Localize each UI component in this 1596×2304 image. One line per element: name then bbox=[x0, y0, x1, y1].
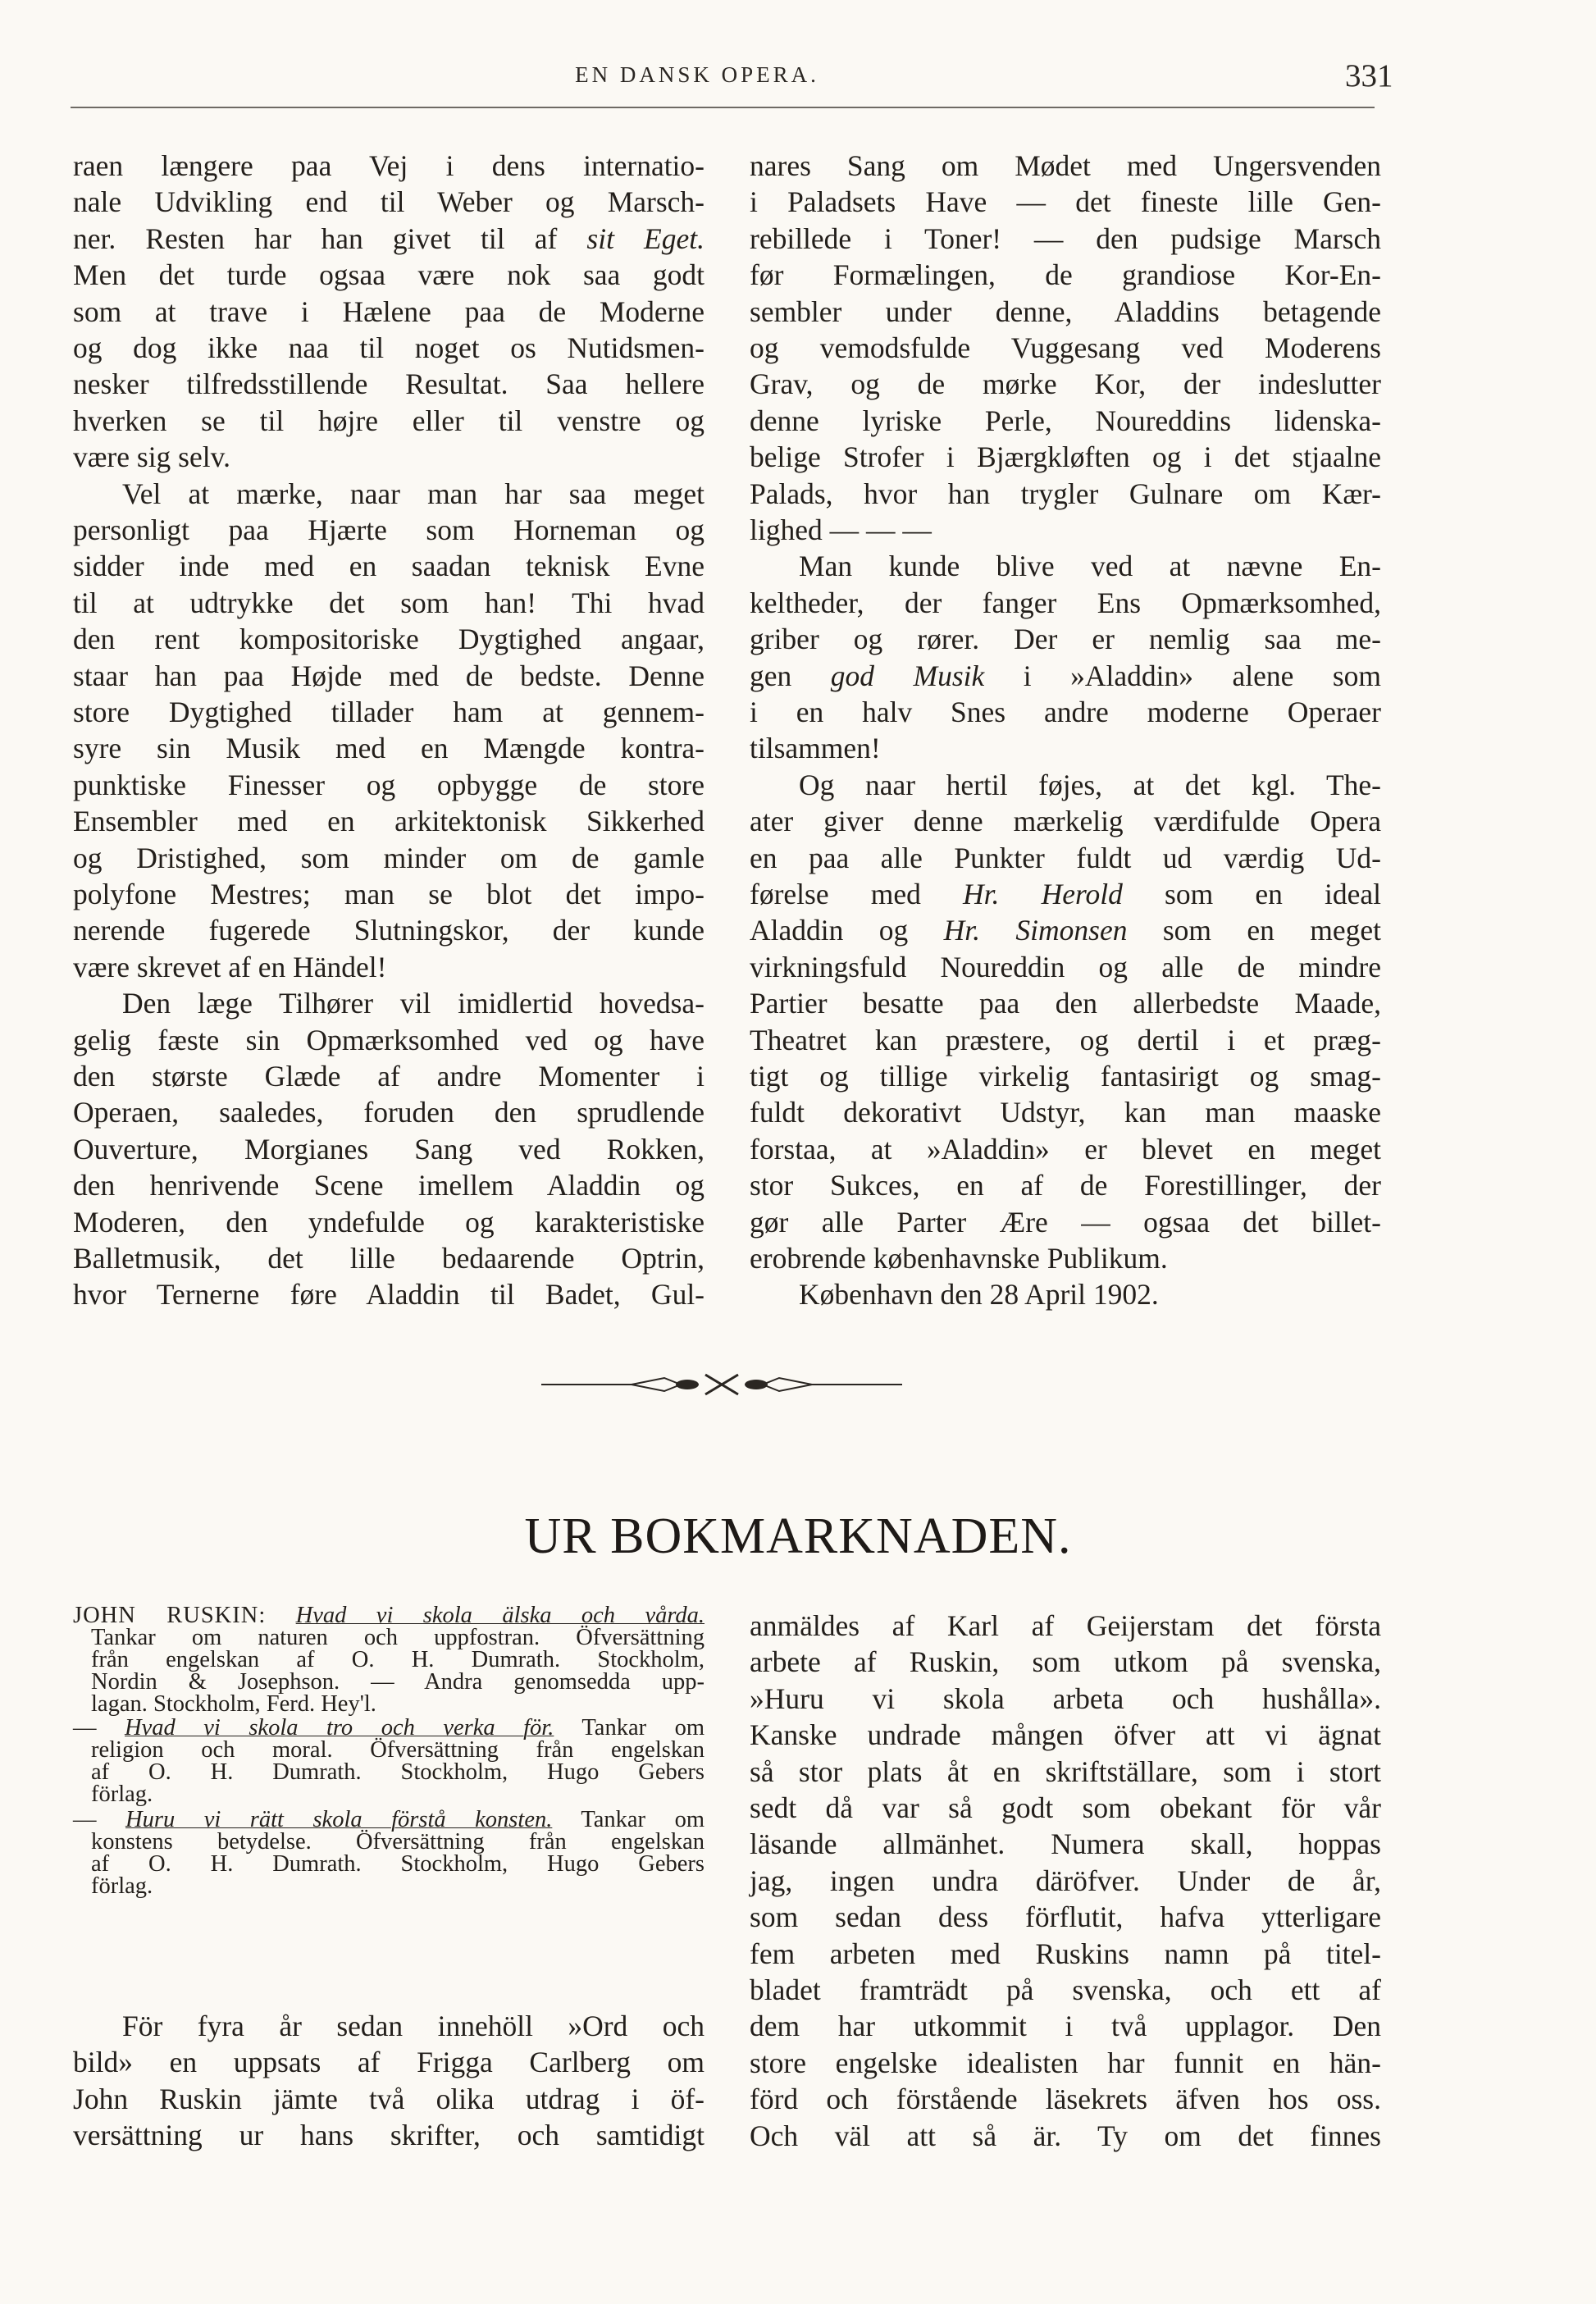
text-line: Grav, og de mørke Kor, der indeslutter bbox=[750, 367, 1381, 401]
bib-line: konstens betydelse. Öfversättning från engelskan bbox=[91, 1829, 705, 1855]
text-line: »Huru vi skola arbeta och hushålla». bbox=[750, 1681, 1381, 1715]
text-line: Operaen, saaledes, foruden den sprudlende bbox=[73, 1096, 705, 1129]
text-line: nesker tilfredsstillende Resultat. Saa hellere bbox=[73, 367, 705, 401]
text-line: stor Sukces, en af de Forestillinger, der bbox=[750, 1169, 1381, 1202]
text-line: som sedan dess förflutit, hafva ytterligare bbox=[750, 1900, 1381, 1934]
text-line: nerende fugerede Slutningskor, der kunde bbox=[73, 914, 705, 947]
text-fragment: ner. Resten har han givet til af bbox=[73, 221, 558, 255]
text-line: Den læge Tilhører vil imidlertid hovedsa- bbox=[122, 987, 705, 1020]
text-line: til at udtrykke det som han! Thi hvad bbox=[73, 586, 705, 619]
text-line: en paa alle Punkter fuldt ud værdig Ud- bbox=[750, 841, 1381, 874]
text-line: belige Strofer i Bjærgkløften og i det stjaalne bbox=[750, 440, 1381, 474]
text-line: nares Sang om Mødet med Ungersvenden bbox=[750, 149, 1381, 182]
text-line: som at trave i Hælene paa de Moderne bbox=[73, 294, 705, 328]
text-line: sidder inde med en saadan teknisk Evne bbox=[73, 550, 705, 583]
text-line: og Dristighed, som minder om de gamle bbox=[73, 841, 705, 874]
text-line: jag, ingen undra däröfver. Under de år, bbox=[750, 1864, 1381, 1897]
text-line bbox=[73, 221, 705, 257]
text-line: sembler under denne, Aladdins betagende bbox=[750, 294, 1381, 328]
bib-text: Tankar om bbox=[581, 1807, 705, 1832]
text-line: Palads, hvor han trygler Gulnare om Kær- bbox=[750, 477, 1381, 510]
text-line: fuldt dekorativt Udstyr, kan man maaske bbox=[750, 1096, 1381, 1129]
text-line: sedt då var så godt som obekant för vår bbox=[750, 1791, 1381, 1824]
text-line: virkningsfuld Noureddin og alle de mindre bbox=[750, 950, 1381, 983]
bib-title: Huru vi rätt skola förstå konsten. bbox=[125, 1807, 553, 1832]
text-line: För fyra år sedan innehöll »Ord och bbox=[122, 2010, 705, 2042]
italic-phrase: god Musik bbox=[830, 659, 985, 692]
bib-entry-heading bbox=[73, 1604, 705, 1626]
italic-phrase: Hr. Herold bbox=[963, 878, 1123, 910]
bib-line: Tankar om naturen och uppfostran. Öfversättning bbox=[91, 1625, 705, 1650]
text-line: erobrende københavnske Publikum. bbox=[750, 1242, 1168, 1275]
text-line: gelig fæste sin Opmærksomhed ved og have bbox=[73, 1023, 705, 1056]
text-line: være sig selv. bbox=[73, 440, 230, 474]
text-line: den største Glæde af andre Momenter i bbox=[73, 1060, 705, 1093]
text-line: syre sin Musik med en Mængde kontra- bbox=[73, 732, 705, 765]
page-number: 331 bbox=[1345, 58, 1393, 94]
text-line: Theatret kan præstere, og dertil i et præg- bbox=[750, 1023, 1381, 1056]
text-line: store engelske idealisten har funnit en hän- bbox=[750, 2046, 1381, 2079]
text-line: Partier besatte paa den allerbedste Maade, bbox=[750, 987, 1381, 1020]
text-line: den henrivende Scene imellem Aladdin og bbox=[73, 1169, 705, 1202]
italic-phrase: Hr. Simonsen bbox=[943, 914, 1128, 947]
bib-line: religion och moral. Öfversättning från engelskan bbox=[91, 1737, 705, 1763]
text-line: anmäldes af Karl af Geijerstam det första bbox=[750, 1609, 1381, 1642]
bib-line: Nordin & Josephson. — Andra genomsedda upp- bbox=[91, 1669, 705, 1695]
text-line: ater giver denne mærkelig værdifulde Opera bbox=[750, 805, 1381, 838]
text-line: Ouverture, Morgianes Sang ved Rokken, bbox=[73, 1132, 705, 1166]
text-line: den rent kompositoriske Dygtighed angaar, bbox=[73, 623, 705, 656]
italic-phrase: sit Eget. bbox=[586, 221, 705, 255]
text-line: Men det turde ogsaa være nok saa godt bbox=[73, 258, 705, 292]
header-rule bbox=[71, 107, 1375, 108]
dateline: København den 28 April 1902. bbox=[799, 1278, 1159, 1312]
bib-author: JOHN RUSKIN: bbox=[73, 1603, 267, 1628]
text-line: punktiske Finesser og opbygge de store bbox=[73, 768, 705, 801]
text-line: så stor plats åt en skriftställare, som i stort bbox=[750, 1754, 1381, 1788]
bib-line: förlag. bbox=[91, 1873, 153, 1899]
text-line: før Formælingen, de grandiose Kor-En- bbox=[750, 258, 1381, 292]
text-line: være skrevet af en Händel! bbox=[73, 950, 387, 983]
text-line: i Paladsets Have — det fineste lille Gen- bbox=[750, 185, 1381, 219]
bib-text: Tankar om bbox=[581, 1715, 705, 1741]
text-line: rebillede i Toner! — den pudsige Marsch bbox=[750, 221, 1381, 255]
text-line: tilsammen! bbox=[750, 732, 881, 765]
text-line: förd och förstående läsekrets äfven hos oss. bbox=[750, 2083, 1381, 2116]
text-line: Moderen, den yndefulde og karakteristiske bbox=[73, 1205, 705, 1239]
text-line: hverken se til højre eller til venstre og bbox=[73, 404, 705, 437]
section-title: UR BOKMARKNADEN. bbox=[524, 1508, 1072, 1564]
text-line: personligt paa Hjærte som Horneman og bbox=[73, 513, 705, 546]
text-line: Man kunde blive ved at nævne En- bbox=[799, 550, 1381, 583]
text-line: forstaa, at »Aladdin» er blevet en meget bbox=[750, 1132, 1381, 1166]
text-fragment: førelse med bbox=[750, 878, 921, 910]
text-line: i en halv Snes andre moderne Operaer bbox=[750, 696, 1381, 728]
text-fragment: i »Aladdin» alene som bbox=[1023, 659, 1382, 692]
text-fragment: gen bbox=[750, 659, 792, 692]
bib-title: Hvad vi skola älska och vårda. bbox=[295, 1603, 705, 1628]
text-line: raen længere paa Vej i dens internatio- bbox=[73, 149, 705, 182]
bib-line: af O. H. Dumrath. Stockholm, Hugo Gebers bbox=[91, 1759, 705, 1785]
bib-line: af O. H. Dumrath. Stockholm, Hugo Gebers bbox=[91, 1851, 705, 1877]
text-fragment: som en meget bbox=[1162, 914, 1382, 947]
text-line: og dog ikke naa til noget os Nutidsmen- bbox=[73, 331, 705, 364]
bib-line: från engelskan af O. H. Dumrath. Stockholm, bbox=[91, 1647, 705, 1672]
text-line: versättning ur hans skrifter, och samtidigt bbox=[73, 2119, 705, 2152]
text-line: bild» en uppsats af Frigga Carlberg om bbox=[73, 2046, 705, 2079]
text-line: bladet framträdt på svenska, och ett af bbox=[750, 1973, 1381, 2006]
text-line: store Dygtighed tillader ham at gennem- bbox=[73, 696, 705, 728]
text-line: og vemodsfulde Vuggesang ved Moderens bbox=[750, 331, 1381, 364]
text-line bbox=[750, 658, 1381, 694]
text-fragment: som en ideal bbox=[1165, 878, 1381, 910]
bib-entry-heading bbox=[73, 1717, 705, 1739]
bib-line: lagan. Stockholm, Ferd. Hey'l. bbox=[91, 1691, 376, 1717]
text-line bbox=[750, 912, 1381, 948]
fleuron-divider-icon bbox=[541, 1368, 902, 1401]
text-line: denne lyriske Perle, Noureddins lidenska- bbox=[750, 404, 1381, 437]
text-line: Kanske undrade mången öfver att vi ägnat bbox=[750, 1718, 1381, 1752]
text-fragment: Aladdin og bbox=[750, 914, 909, 947]
text-line: hvor Ternerne føre Aladdin til Badet, Gul- bbox=[73, 1278, 705, 1312]
text-line: fem arbeten med Ruskins namn på titel- bbox=[750, 1937, 1381, 1970]
text-line bbox=[750, 876, 1381, 912]
text-line: dem har utkommit i två upplagor. Den bbox=[750, 2010, 1381, 2043]
text-line: polyfone Mestres; man se blot det impo- bbox=[73, 878, 705, 910]
text-line: Balletmusik, det lille bedaarende Optrin, bbox=[73, 1242, 705, 1275]
bib-entry-heading bbox=[73, 1809, 705, 1831]
running-head: EN DANSK OPERA. bbox=[575, 62, 819, 87]
text-line: staar han paa Højde med de bedste. Denne bbox=[73, 659, 705, 692]
text-line: Og naar hertil føjes, at det kgl. The- bbox=[799, 768, 1381, 801]
text-line: tigt og tillige virkelig fantasirigt og smag- bbox=[750, 1060, 1381, 1093]
text-line: nale Udvikling end til Weber og Marsch- bbox=[73, 185, 705, 219]
text-line: läsande allmänhet. Numera skall, hoppas bbox=[750, 1827, 1381, 1861]
text-line: griber og rører. Der er nemlig saa me- bbox=[750, 623, 1381, 656]
bib-dash: — bbox=[73, 1715, 97, 1741]
text-line: arbete af Ruskin, som utkom på svenska, bbox=[750, 1645, 1381, 1679]
bib-title: Hvad vi skola tro och verka för. bbox=[125, 1715, 554, 1741]
text-line: gør alle Parter Ære — ogsaa det billet- bbox=[750, 1205, 1381, 1239]
text-line: Och väl att så är. Ty om det finnes bbox=[750, 2119, 1381, 2152]
text-line: John Ruskin jämte två olika utdrag i öf- bbox=[73, 2082, 705, 2115]
text-line: Ensembler med en arkitektonisk Sikkerhed bbox=[73, 805, 705, 838]
text-line: keltheder, der fanger Ens Opmærksomhed, bbox=[750, 586, 1381, 619]
text-line: lighed — — — bbox=[750, 513, 932, 546]
text-line: Vel at mærke, naar man har saa meget bbox=[122, 477, 705, 510]
bib-line: förlag. bbox=[91, 1782, 153, 1807]
bib-dash: — bbox=[73, 1807, 97, 1832]
